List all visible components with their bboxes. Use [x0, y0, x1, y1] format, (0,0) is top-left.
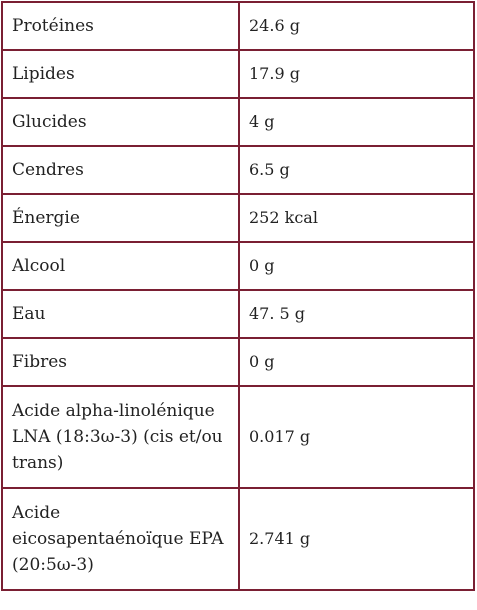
nutrition-table-body	[2, 2, 474, 590]
row-label: Lipides	[2, 50, 239, 98]
row-label: Eau	[2, 290, 239, 338]
row-value: 2.741 g	[239, 488, 474, 590]
nutrition-table	[1, 1, 475, 591]
table-row	[2, 2, 474, 50]
table-row	[2, 194, 474, 242]
row-value: 0 g	[239, 242, 474, 290]
row-label: Fibres	[2, 338, 239, 386]
row-label: Énergie	[2, 194, 239, 242]
table-row	[2, 488, 474, 590]
row-label: Acide eicosapentaénoïque EPA (20:5ω-3)	[2, 488, 239, 590]
row-value: 17.9 g	[239, 50, 474, 98]
table-row	[2, 290, 474, 338]
row-label: Alcool	[2, 242, 239, 290]
table-row	[2, 338, 474, 386]
table-row	[2, 50, 474, 98]
row-value: 0.017 g	[239, 386, 474, 488]
row-value: 0 g	[239, 338, 474, 386]
row-value: 47. 5 g	[239, 290, 474, 338]
row-label: Acide alpha-linolénique LNA (18:3ω-3) (cis et/ou trans)	[2, 386, 239, 488]
row-label: Glucides	[2, 98, 239, 146]
table-row	[2, 386, 474, 488]
table-row	[2, 98, 474, 146]
row-value: 6.5 g	[239, 146, 474, 194]
row-label: Cendres	[2, 146, 239, 194]
row-value: 252 kcal	[239, 194, 474, 242]
table-row	[2, 146, 474, 194]
row-label: Protéines	[2, 2, 239, 50]
row-value: 4 g	[239, 98, 474, 146]
row-value: 24.6 g	[239, 2, 474, 50]
table-row	[2, 242, 474, 290]
